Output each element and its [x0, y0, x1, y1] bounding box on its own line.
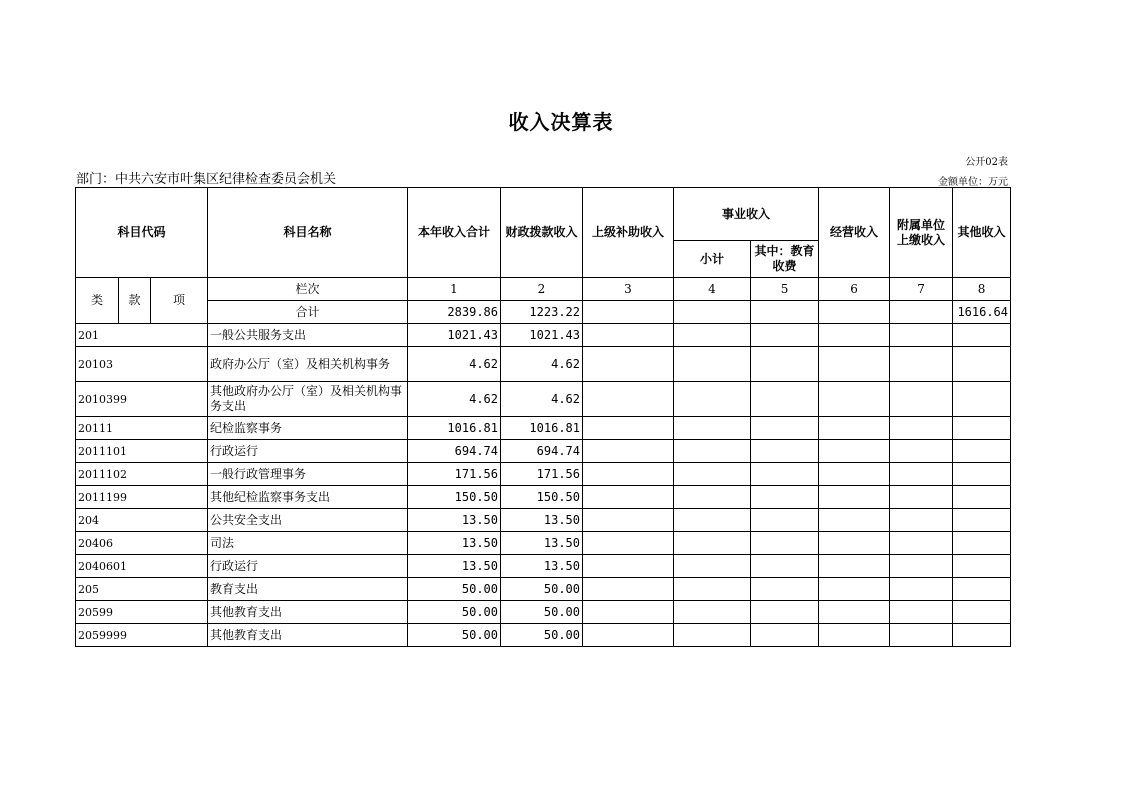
empty-cell — [674, 463, 751, 486]
row-name: 行政运行 — [208, 440, 408, 463]
table-row — [76, 486, 1011, 509]
empty-cell — [819, 440, 890, 463]
empty-cell — [890, 324, 953, 347]
row-name: 其他教育支出 — [208, 624, 408, 647]
empty-cell — [819, 347, 890, 382]
empty-cell — [751, 532, 819, 555]
header-operating: 经营收入 — [819, 188, 890, 278]
empty-cell — [890, 601, 953, 624]
header-total: 本年收入合计 — [408, 188, 501, 278]
row-fiscal: 50.00 — [501, 578, 583, 601]
empty-cell — [819, 463, 890, 486]
table-row — [76, 509, 1011, 532]
empty-cell — [953, 509, 1011, 532]
empty-cell — [751, 382, 819, 417]
table-row — [76, 555, 1011, 578]
empty-cell — [819, 532, 890, 555]
empty-cell — [890, 624, 953, 647]
empty-cell — [583, 347, 674, 382]
col-number: 2 — [501, 278, 583, 301]
empty-cell — [819, 624, 890, 647]
header-kuan: 款 — [119, 278, 151, 324]
table-row — [76, 417, 1011, 440]
row-code: 2011101 — [76, 440, 208, 463]
empty-cell — [953, 486, 1011, 509]
empty-cell — [751, 578, 819, 601]
empty-cell — [890, 509, 953, 532]
header-other: 其他收入 — [953, 188, 1011, 278]
row-fiscal: 171.56 — [501, 463, 583, 486]
empty-cell — [890, 532, 953, 555]
amount-unit-label: 金额单位：万元 — [938, 177, 1008, 188]
row-name: 公共安全支出 — [208, 509, 408, 532]
empty-cell — [674, 324, 751, 347]
table-row — [76, 532, 1011, 555]
table-row — [76, 578, 1011, 601]
empty-cell — [751, 555, 819, 578]
total-label: 合计 — [208, 301, 408, 324]
row-total: 13.50 — [408, 509, 501, 532]
empty-cell — [674, 578, 751, 601]
row-code: 2011199 — [76, 486, 208, 509]
empty-cell — [583, 417, 674, 440]
total-other: 1616.64 — [953, 301, 1011, 324]
form-number: 公开02表 — [965, 157, 1008, 168]
empty-cell — [583, 486, 674, 509]
empty-cell — [674, 555, 751, 578]
row-name: 其他政府办公厅（室）及相关机构事务支出 — [208, 382, 408, 417]
row-fiscal: 150.50 — [501, 486, 583, 509]
row-code: 20406 — [76, 532, 208, 555]
empty-cell — [890, 555, 953, 578]
col-number: 8 — [953, 278, 1011, 301]
header-superior: 上级补助收入 — [583, 188, 674, 278]
row-name: 政府办公厅（室）及相关机构事务 — [208, 347, 408, 382]
row-name: 其他纪检监察事务支出 — [208, 486, 408, 509]
empty-cell — [890, 347, 953, 382]
total-row — [76, 301, 1011, 324]
row-fiscal: 50.00 — [501, 624, 583, 647]
empty-cell — [751, 509, 819, 532]
empty-cell — [819, 324, 890, 347]
empty-cell — [751, 601, 819, 624]
empty-cell — [751, 463, 819, 486]
empty-cell — [751, 486, 819, 509]
empty-cell — [583, 463, 674, 486]
empty-cell — [953, 624, 1011, 647]
row-code: 2011102 — [76, 463, 208, 486]
column-number-label: 栏次 — [208, 278, 408, 301]
empty-cell — [819, 486, 890, 509]
row-total: 4.62 — [408, 347, 501, 382]
header-xiang: 项 — [151, 278, 208, 324]
empty-cell — [890, 578, 953, 601]
empty-cell — [583, 555, 674, 578]
empty-cell — [819, 509, 890, 532]
header-name: 科目名称 — [208, 188, 408, 278]
row-total: 150.50 — [408, 486, 501, 509]
empty-cell — [674, 601, 751, 624]
empty-cell — [890, 486, 953, 509]
row-code: 2010399 — [76, 382, 208, 417]
empty-cell — [890, 463, 953, 486]
empty-cell — [890, 417, 953, 440]
table-row — [76, 624, 1011, 647]
table-row — [76, 347, 1011, 382]
row-fiscal: 13.50 — [501, 555, 583, 578]
empty-cell — [583, 601, 674, 624]
empty-cell — [583, 509, 674, 532]
col-number: 4 — [674, 278, 751, 301]
row-name: 纪检监察事务 — [208, 417, 408, 440]
empty-cell — [674, 347, 751, 382]
row-fiscal: 1021.43 — [501, 324, 583, 347]
empty-cell — [583, 624, 674, 647]
row-total: 1021.43 — [408, 324, 501, 347]
table-row — [76, 382, 1011, 417]
empty-cell — [819, 578, 890, 601]
empty-cell — [819, 382, 890, 417]
row-code: 20599 — [76, 601, 208, 624]
row-name: 一般行政管理事务 — [208, 463, 408, 486]
table-row — [76, 463, 1011, 486]
col-number: 3 — [583, 278, 674, 301]
row-fiscal: 4.62 — [501, 347, 583, 382]
row-fiscal: 1016.81 — [501, 417, 583, 440]
empty-cell — [890, 382, 953, 417]
empty-cell — [819, 601, 890, 624]
row-fiscal: 13.50 — [501, 532, 583, 555]
page-title: 收入决算表 — [508, 110, 614, 134]
total-fiscal: 1223.22 — [501, 301, 583, 324]
row-total: 13.50 — [408, 532, 501, 555]
empty-cell — [751, 624, 819, 647]
header-fiscal: 财政拨款收入 — [501, 188, 583, 278]
empty-cell — [751, 440, 819, 463]
empty-cell — [953, 324, 1011, 347]
row-name: 一般公共服务支出 — [208, 324, 408, 347]
empty-cell — [583, 324, 674, 347]
row-fiscal: 694.74 — [501, 440, 583, 463]
col-number: 7 — [890, 278, 953, 301]
row-total: 694.74 — [408, 440, 501, 463]
row-total: 50.00 — [408, 601, 501, 624]
empty-cell — [953, 440, 1011, 463]
empty-cell — [583, 578, 674, 601]
empty-cell — [953, 578, 1011, 601]
empty-cell — [674, 532, 751, 555]
empty-cell — [674, 440, 751, 463]
row-total: 50.00 — [408, 578, 501, 601]
empty-cell — [953, 601, 1011, 624]
empty-cell — [953, 382, 1011, 417]
row-code: 2040601 — [76, 555, 208, 578]
row-name: 行政运行 — [208, 555, 408, 578]
empty-cell — [953, 463, 1011, 486]
empty-cell — [674, 382, 751, 417]
header-lei: 类 — [76, 278, 119, 324]
header-code: 科目代码 — [76, 188, 208, 278]
table-row — [76, 601, 1011, 624]
row-code: 20103 — [76, 347, 208, 382]
table-row — [76, 440, 1011, 463]
row-fiscal: 4.62 — [501, 382, 583, 417]
empty-cell — [583, 532, 674, 555]
empty-cell — [953, 347, 1011, 382]
empty-cell — [819, 555, 890, 578]
empty-cell — [819, 417, 890, 440]
total-amount: 2839.86 — [408, 301, 501, 324]
department-label: 部门：中共六安市叶集区纪律检查委员会机关 — [76, 172, 337, 187]
header-subtotal: 小计 — [674, 241, 751, 278]
row-fiscal: 13.50 — [501, 509, 583, 532]
empty-cell — [953, 417, 1011, 440]
header-business: 事业收入 — [674, 188, 819, 241]
empty-cell — [751, 324, 819, 347]
col-number: 1 — [408, 278, 501, 301]
row-total: 50.00 — [408, 624, 501, 647]
empty-cell — [953, 555, 1011, 578]
header-affiliated: 附属单位上缴收入 — [890, 188, 953, 278]
col-number: 5 — [751, 278, 819, 301]
row-total: 171.56 — [408, 463, 501, 486]
empty-cell — [953, 532, 1011, 555]
empty-cell — [674, 417, 751, 440]
col-number: 6 — [819, 278, 890, 301]
row-name: 其他教育支出 — [208, 601, 408, 624]
table-row — [76, 324, 1011, 347]
row-fiscal: 50.00 — [501, 601, 583, 624]
row-code: 205 — [76, 578, 208, 601]
row-code: 204 — [76, 509, 208, 532]
header-edu: 其中：教育收费 — [751, 241, 819, 278]
row-code: 20111 — [76, 417, 208, 440]
row-name: 教育支出 — [208, 578, 408, 601]
row-total: 13.50 — [408, 555, 501, 578]
empty-cell — [751, 347, 819, 382]
row-name: 司法 — [208, 532, 408, 555]
empty-cell — [674, 509, 751, 532]
income-table — [75, 187, 1011, 647]
empty-cell — [674, 624, 751, 647]
row-total: 4.62 — [408, 382, 501, 417]
empty-cell — [583, 440, 674, 463]
empty-cell — [890, 440, 953, 463]
empty-cell — [583, 382, 674, 417]
row-code: 2059999 — [76, 624, 208, 647]
row-code: 201 — [76, 324, 208, 347]
empty-cell — [674, 486, 751, 509]
row-total: 1016.81 — [408, 417, 501, 440]
empty-cell — [751, 417, 819, 440]
